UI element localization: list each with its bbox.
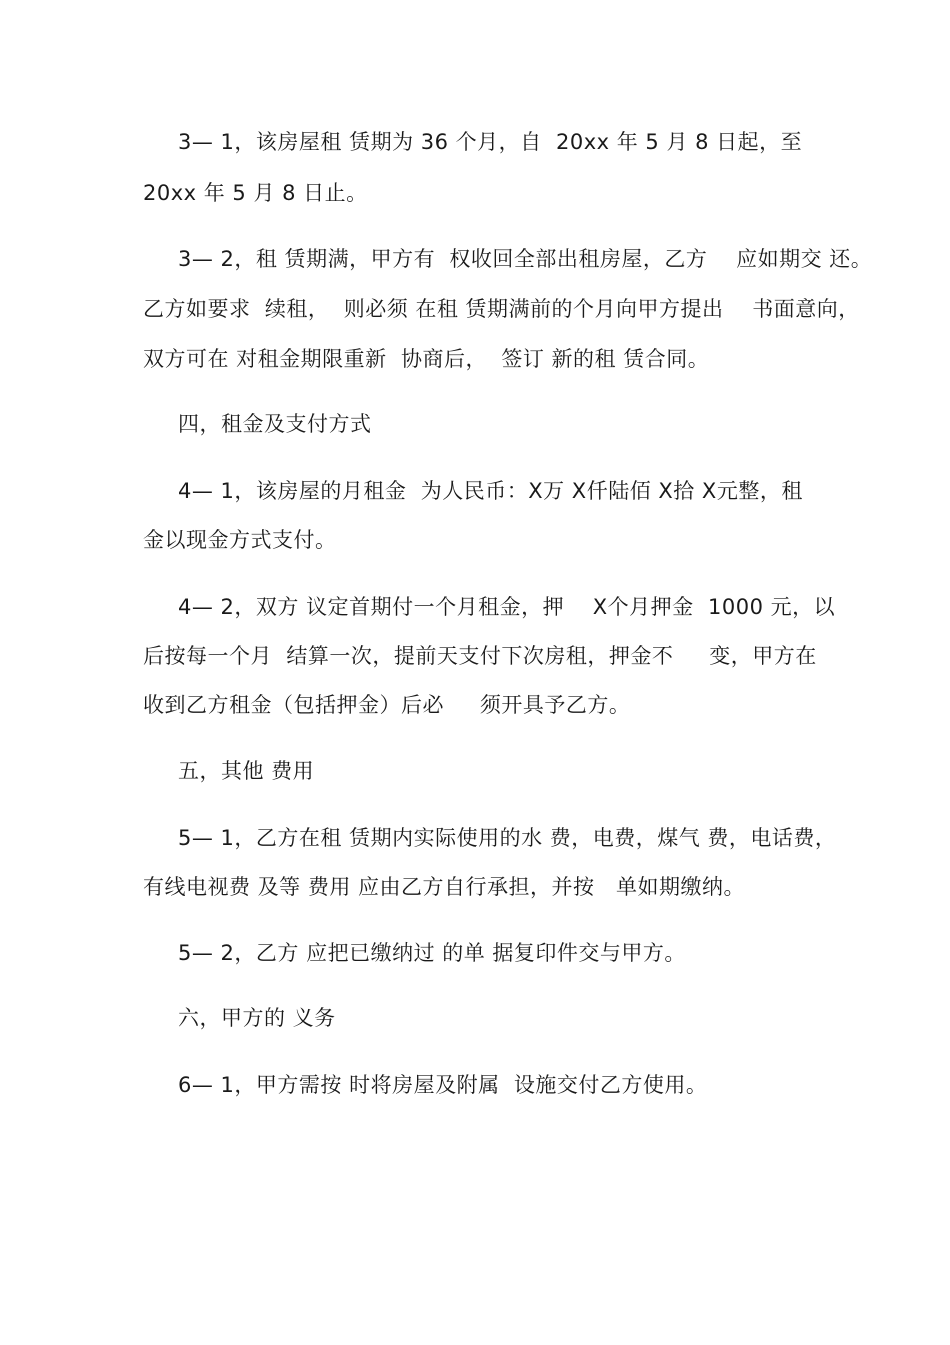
clause-4-2-line-2: 后按每一个月 结算一次，提前天支付下次房租，押金不 变，甲方在 (143, 644, 817, 668)
clause-5-1-line-1: 5— 1，乙方在租 赁期内实际使用的水 费，电费，煤气 费，电话费， (178, 826, 837, 850)
clause-5-1-line-2: 有线电视费 及等 费用 应由乙方自行承担，并按 单如期缴纳。 (143, 875, 746, 899)
section-heading-rent-payment: 四，租金及支付方式 (178, 412, 372, 436)
clause-3-1-line-1: 3— 1，该房屋租 赁期为 36 个月，自 20xx 年 5 月 8 日起，至 (178, 130, 803, 154)
clause-4-2-line-3: 收到乙方租金（包括押金）后必 须开具予乙方。 (143, 693, 631, 717)
clause-3-1-line-2: 20xx 年 5 月 8 日止。 (143, 181, 368, 205)
clause-4-1-line-1: 4— 1，该房屋的月租金 为人民币：X万 X仟陆佰 X拾 X元整，租 (178, 479, 803, 503)
clause-3-2-line-1: 3— 2，租 赁期满，甲方有 权收回全部出租房屋，乙方 应如期交 还。 (178, 247, 873, 271)
clause-5-2-line-1: 5— 2，乙方 应把已缴纳过 的单 据复印件交与甲方。 (178, 941, 686, 965)
clause-4-1-line-2: 金以现金方式支付。 (143, 528, 337, 552)
clause-6-1-line-1: 6— 1，甲方需按 时将房屋及附属 设施交付乙方使用。 (178, 1073, 708, 1097)
section-heading-other-fees: 五，其他 费用 (178, 759, 315, 783)
section-heading-party-a-obligations: 六，甲方的 义务 (178, 1006, 336, 1030)
clause-4-2-line-1: 4— 2，双方 议定首期付一个月租金，押 X个月押金 1000 元，以 (178, 595, 836, 619)
clause-3-2-line-3: 双方可在 对租金期限重新 协商后， 签订 新的租 赁合同。 (143, 347, 710, 371)
clause-3-2-line-2: 乙方如要求 续租， 则必须 在租 赁期满前的个月向甲方提出 书面意向， (143, 297, 860, 321)
